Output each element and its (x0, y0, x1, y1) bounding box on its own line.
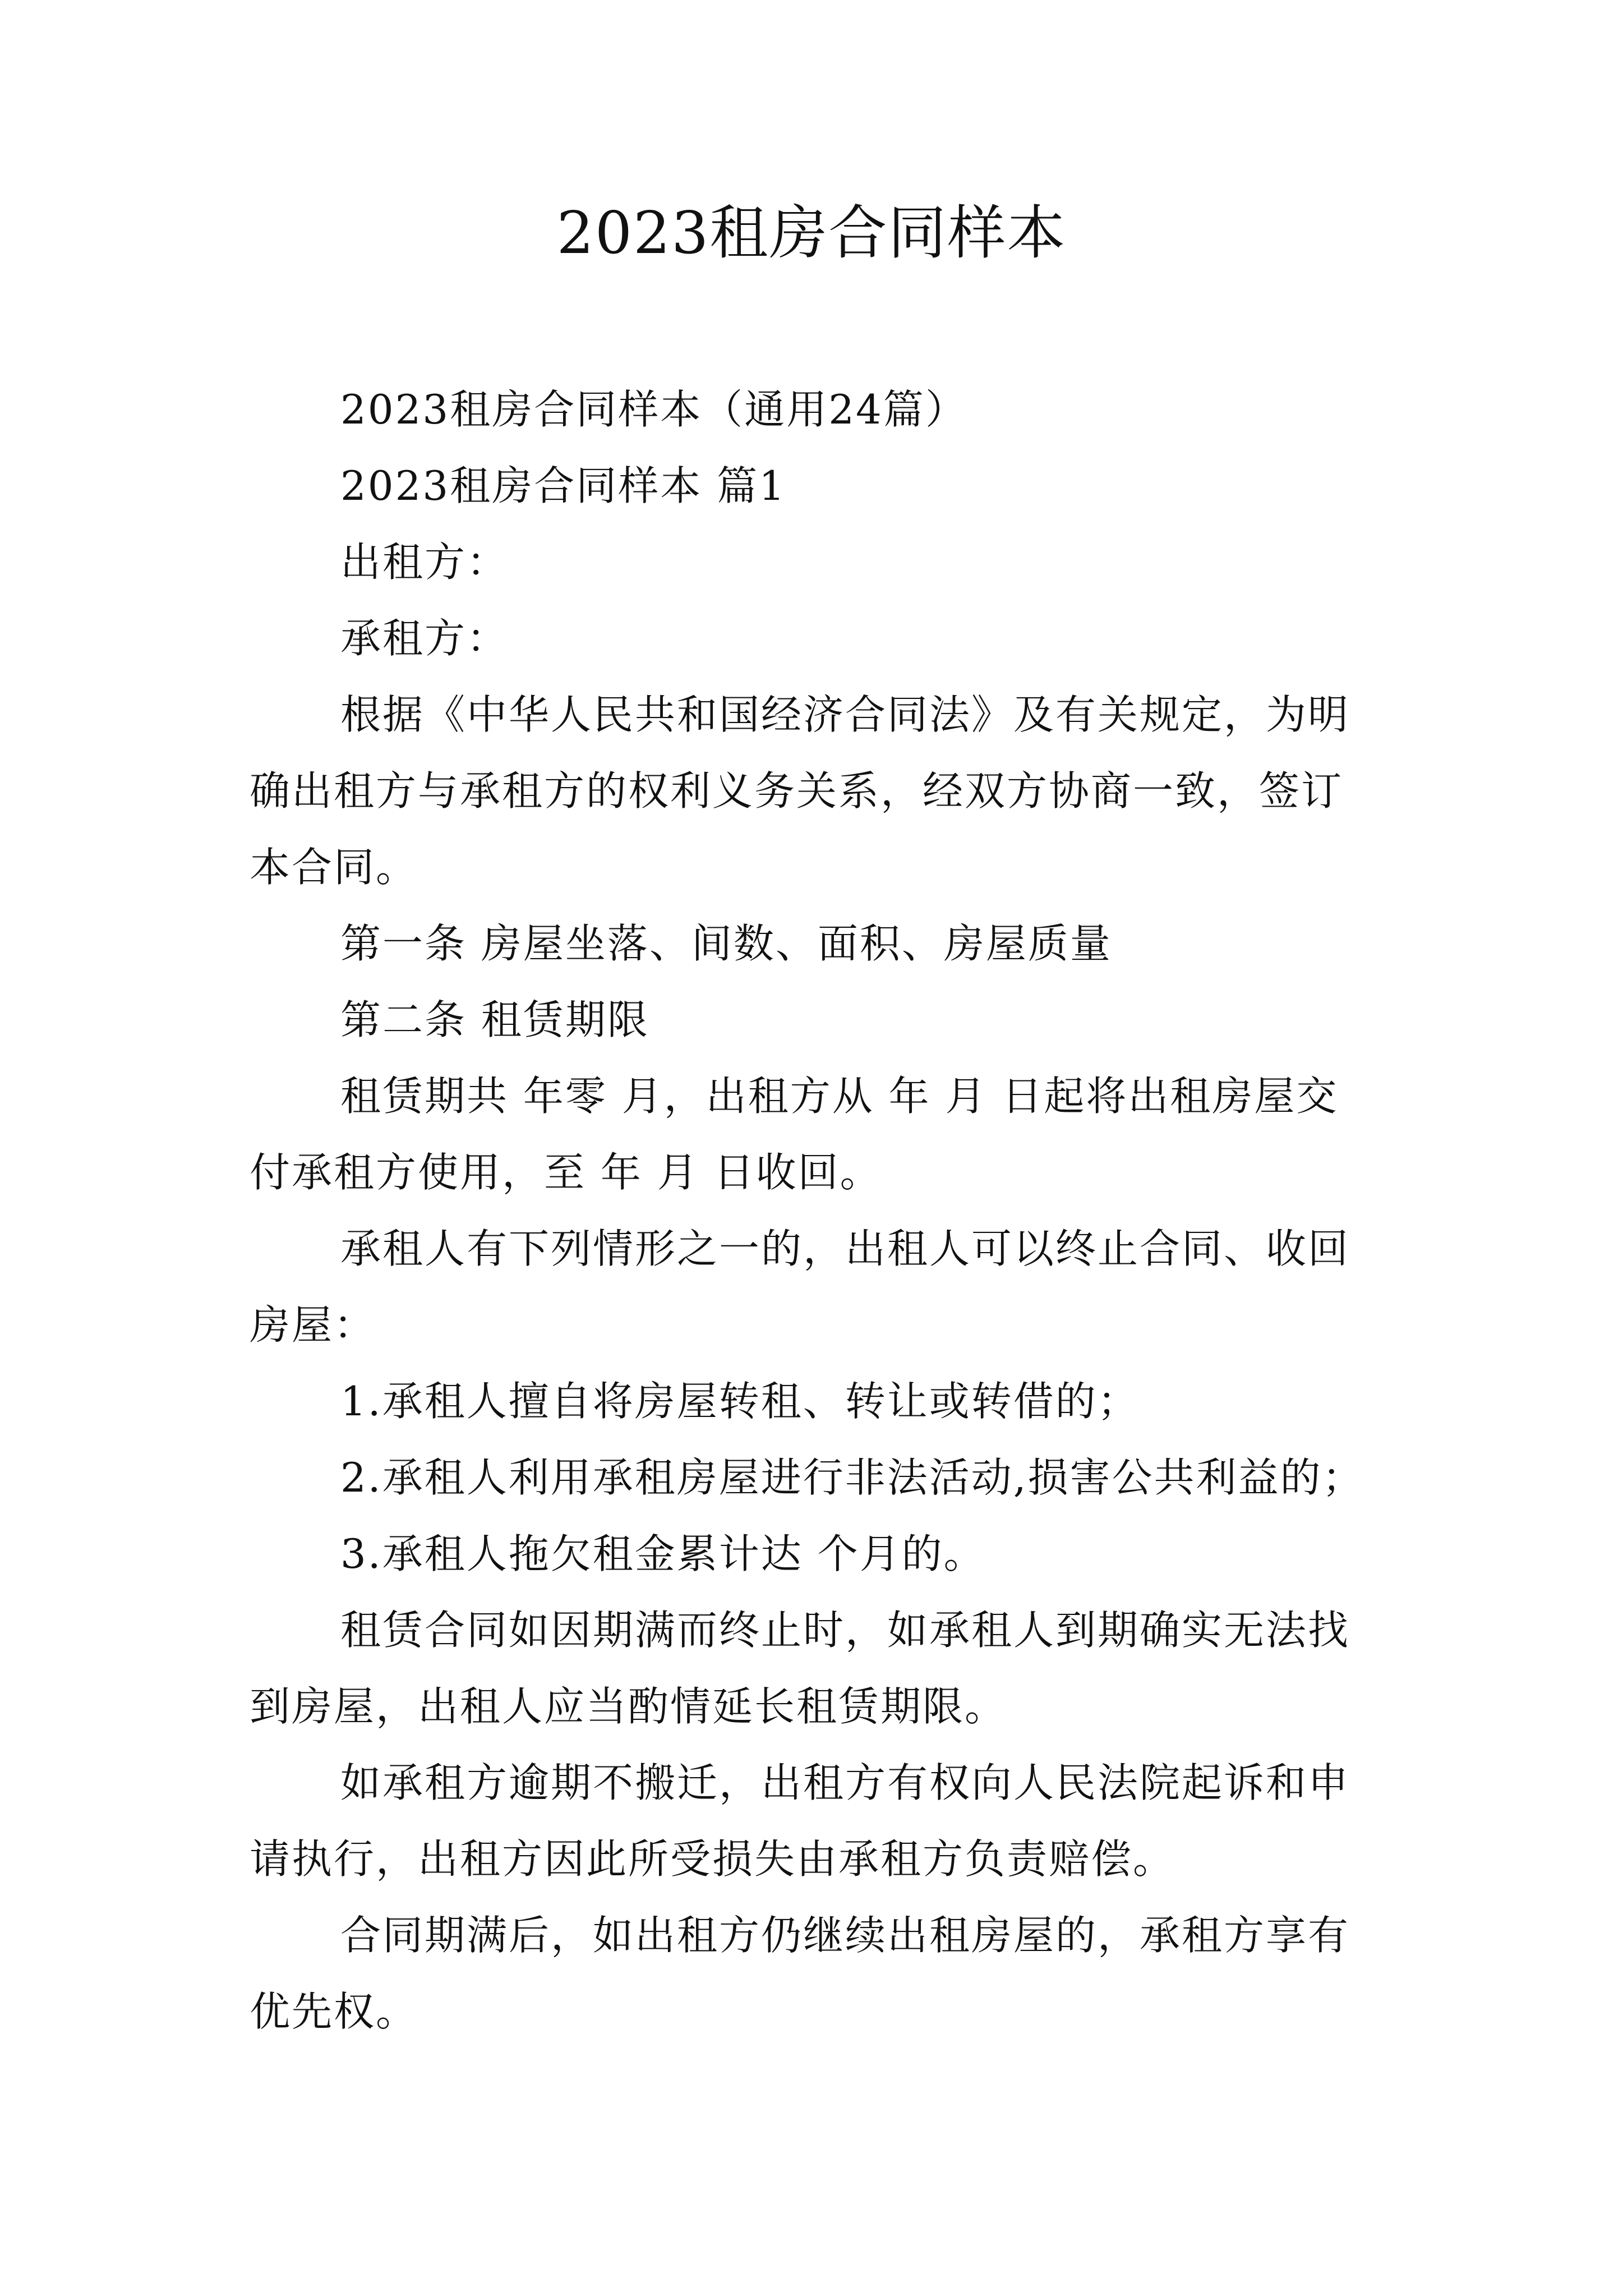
paragraph-article-1: 第一条 房屋坐落、间数、面积、房屋质量 (340, 920, 1112, 967)
document-title: 2023租房合同样本 (556, 199, 1067, 267)
paragraph-overdue: 如承租方逾期不搬迁，出租方有权向人民法院起诉和申请执行，出租方因此所受损失由承租方负责赔偿。 (250, 1759, 1350, 1883)
paragraph-lessor: 出租方： (340, 539, 509, 586)
paragraph-condition-3: 3.承租人拖欠租金累计达 个月的。 (340, 1530, 986, 1577)
paragraph-condition-1: 1.承租人擅自将房屋转租、转让或转借的； (340, 1378, 1140, 1425)
paragraph-priority: 合同期满后，如出租方仍继续出租房屋的，承租方享有优先权。 (250, 1912, 1350, 2035)
paragraph-extension: 租赁合同如因期满而终止时，如承租人到期确实无法找到房屋，出租人应当酌情延长租赁期限。 (250, 1607, 1350, 1730)
paragraph-lease-term: 租赁期共 年零 月，出租方从 年 月 日起将出租房屋交付承租方使用，至 年 月 日收回。 (250, 1073, 1339, 1196)
document-body (250, 371, 1377, 2050)
paragraph-termination-conditions: 承租人有下列情形之一的，出租人可以终止合同、收回房屋： (250, 1225, 1350, 1349)
paragraph-section-heading: 2023租房合同样本 篇1 (340, 462, 786, 509)
paragraph-lessee: 承租方： (340, 615, 509, 662)
paragraph-preamble: 根据《中华人民共和国经济合同法》及有关规定，为明确出租方与承租方的权利义务关系，经双方协商一致，签订本合同。 (250, 691, 1350, 891)
paragraph-condition-2: 2.承租人利用承租房屋进行非法活动,损害公共利益的； (340, 1454, 1364, 1501)
paragraph-article-2: 第二条 租赁期限 (340, 996, 649, 1043)
paragraph-subtitle: 2023租房合同样本（通用24篇） (340, 386, 967, 433)
